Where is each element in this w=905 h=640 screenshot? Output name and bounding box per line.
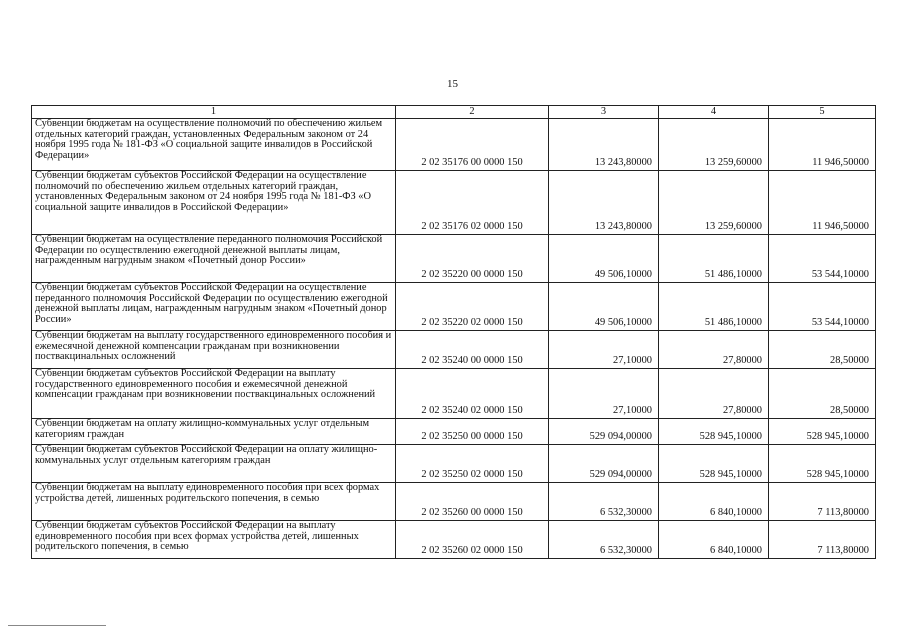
row-description: Субвенции бюджетам на осуществление переданного полномочия Российской Федерации по осуществлению ежегодной денежной выплаты лицам, награжденным нагрудным знаком «Почетный донор России» [32,235,396,283]
row-description: Субвенции бюджетам субъектов Российской Федерации на оплату жилищно-коммунальных услуг отдельным категориям граждан [32,445,396,483]
row-value-2021: 528 945,10000 [769,419,876,445]
page-number: 15 [447,78,458,90]
row-description: Субвенции бюджетам субъектов Российской Федерации на осуществление полномочий по обеспечению жильем отдельных категорий граждан, установленных Федеральным законом от 24 ноября 1995 года № 181-ФЗ «О социальной защите инвалидов в Российской Федерации» [32,171,396,235]
budget-table [31,105,876,559]
row-value-2020: 528 945,10000 [659,445,769,483]
row-description: Субвенции бюджетам на выплату государственного единовременного пособия и ежемесячной денежной компенсации гражданам при возникновении поствакцинальных осложнений [32,331,396,369]
row-value-2019: 27,10000 [549,369,659,419]
row-description: Субвенции бюджетам на оплату жилищно-коммунальных услуг отдельным категориям граждан [32,419,396,445]
table-row [32,445,876,483]
row-value-2019: 13 243,80000 [549,171,659,235]
row-code: 2 02 35260 00 0000 150 [396,483,549,521]
table-row [32,283,876,331]
row-value-2020: 6 840,10000 [659,521,769,559]
table-row [32,119,876,171]
row-value-2019: 6 532,30000 [549,483,659,521]
column-header: 4 [659,106,769,119]
column-header: 3 [549,106,659,119]
column-header: 5 [769,106,876,119]
row-value-2019: 27,10000 [549,331,659,369]
footnote-rule [8,625,106,626]
row-description: Субвенции бюджетам субъектов Российской Федерации на выплату единовременного пособия при всех формах устройства детей, лишенных родительского попечения, в семью [32,521,396,559]
row-code: 2 02 35240 02 0000 150 [396,369,549,419]
row-value-2020: 6 840,10000 [659,483,769,521]
row-code: 2 02 35250 02 0000 150 [396,445,549,483]
row-value-2021: 7 113,80000 [769,483,876,521]
row-code: 2 02 35176 02 0000 150 [396,171,549,235]
row-value-2021: 7 113,80000 [769,521,876,559]
row-value-2021: 11 946,50000 [769,171,876,235]
row-value-2019: 6 532,30000 [549,521,659,559]
row-value-2020: 51 486,10000 [659,283,769,331]
table-row [32,369,876,419]
row-value-2019: 529 094,00000 [549,419,659,445]
table-row [32,521,876,559]
table-row [32,235,876,283]
table-row [32,331,876,369]
row-description: Субвенции бюджетам субъектов Российской Федерации на осуществление переданного полномочия Российской Федерации по осуществлению ежегодной денежной выплаты лицам, награжденным нагрудным знаком «Почетный донор России» [32,283,396,331]
row-code: 2 02 35220 00 0000 150 [396,235,549,283]
row-code: 2 02 35176 00 0000 150 [396,119,549,171]
row-code: 2 02 35250 00 0000 150 [396,419,549,445]
row-value-2019: 529 094,00000 [549,445,659,483]
row-description: Субвенции бюджетам на осуществление полномочий по обеспечению жильем отдельных категорий граждан, установленных Федеральным законом от 24 ноября 1995 года № 181-ФЗ «О социальной защите инвалидов в Российской Федерации» [32,119,396,171]
row-value-2020: 27,80000 [659,331,769,369]
row-value-2021: 53 544,10000 [769,283,876,331]
table-header-row [32,106,876,119]
row-value-2020: 51 486,10000 [659,235,769,283]
column-header: 2 [396,106,549,119]
row-code: 2 02 35260 02 0000 150 [396,521,549,559]
row-value-2021: 28,50000 [769,331,876,369]
row-description: Субвенции бюджетам субъектов Российской Федерации на выплату государственного единовременного пособия и ежемесячной денежной компенсации гражданам при возникновении поствакцинальных осложнений [32,369,396,419]
row-value-2019: 49 506,10000 [549,283,659,331]
column-header: 1 [32,106,396,119]
row-value-2021: 53 544,10000 [769,235,876,283]
row-value-2019: 13 243,80000 [549,119,659,171]
row-value-2020: 13 259,60000 [659,171,769,235]
row-description: Субвенции бюджетам на выплату единовременного пособия при всех формах устройства детей, лишенных родительского попечения, в семью [32,483,396,521]
table-row [32,419,876,445]
row-value-2021: 528 945,10000 [769,445,876,483]
row-value-2021: 28,50000 [769,369,876,419]
row-value-2021: 11 946,50000 [769,119,876,171]
row-value-2020: 13 259,60000 [659,119,769,171]
row-value-2020: 528 945,10000 [659,419,769,445]
row-code: 2 02 35240 00 0000 150 [396,331,549,369]
table-row [32,171,876,235]
table-row [32,483,876,521]
row-code: 2 02 35220 02 0000 150 [396,283,549,331]
row-value-2020: 27,80000 [659,369,769,419]
row-value-2019: 49 506,10000 [549,235,659,283]
